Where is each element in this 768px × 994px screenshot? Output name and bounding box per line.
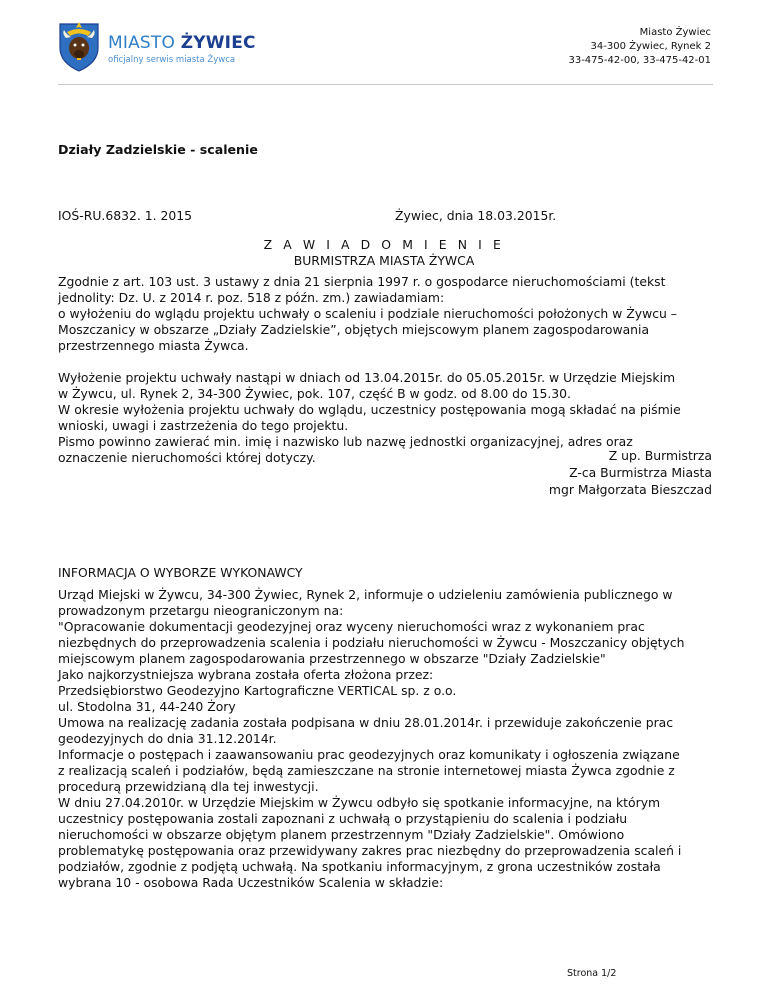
paragraph-legal-basis xyxy=(58,274,718,354)
address-block xyxy=(568,26,711,68)
address-line: 34-300 Żywiec, Rynek 2 xyxy=(590,41,711,52)
paragraph-meeting xyxy=(58,795,718,891)
logo-text-zywiec: ŻYWIEC xyxy=(180,33,256,53)
text-line: miejscowym planem zagospodarowania przestrzennego w obszarze "Działy Zadzielskie" xyxy=(58,651,606,666)
logo-wordmark xyxy=(108,33,256,53)
reference-number: IOŚ-RU.6832. 1. 2015 xyxy=(58,208,193,223)
text-line: wnioski, uwagi i zastrzeżenia do tego projektu. xyxy=(58,418,349,433)
text-line: nieruchomości w obszarze objętym planem przestrzennym "Działy Zadzielskie". Omówiono xyxy=(58,827,625,842)
text-line: uczestnicy postępowania zostali zapoznani z uchwałą o przystąpieniu do scalenia i podziału xyxy=(58,811,628,826)
notice-subheading: BURMISTRZA MIASTA ŻYWCA xyxy=(293,253,475,268)
text-line: oznaczenie nieruchomości której dotyczy. xyxy=(58,450,316,465)
signature-line: Z up. Burmistrza xyxy=(608,448,712,463)
paragraph-contractor xyxy=(58,587,718,795)
document-date: Żywiec, dnia 18.03.2015r. xyxy=(395,208,557,223)
text-line: wybrana 10 - osobowa Rada Uczestników Scalenia w składzie: xyxy=(58,875,444,890)
text-line: W dniu 27.04.2010r. w Urzędzie Miejskim w Żywcu odbyło się spotkanie informacyjne, na którym xyxy=(58,795,661,810)
text-line: Urząd Miejski w Żywcu, 34-300 Żywiec, Rynek 2, informuje o udzieleniu zamówienia publicznego w xyxy=(58,587,673,602)
text-line: Jako najkorzystniejsza wybrana została oferta złożona przez: xyxy=(58,667,434,682)
text-line: prowadzonym przetargu nieograniczonym na: xyxy=(58,603,344,618)
text-line: Informacje o postępach i zaawansowaniu prac geodezyjnych oraz komunikaty i ogłoszenia związane xyxy=(58,747,680,762)
notice-heading: Z A W I A D O M I E N I E xyxy=(263,237,505,252)
signature-block xyxy=(549,447,712,498)
city-crest-icon xyxy=(58,20,100,72)
text-line: problematykę postępowania oraz przewidywany zakres prac niezbędny do przeprowadzenia scaleń i xyxy=(58,843,682,858)
address-line: 33-475-42-00, 33-475-42-01 xyxy=(568,55,711,66)
text-line: "Opracowanie dokumentacji geodezyjnej oraz wyceny nieruchomości wraz z wykonaniem prac xyxy=(58,619,645,634)
text-line: Moszczanicy w obszarze „Działy Zadzielskie”, objętych miejscowym planem zagospodarowania xyxy=(58,322,650,337)
header-divider xyxy=(58,84,713,85)
document-title: Działy Zadzielskie - scalenie xyxy=(58,142,258,157)
text-line: podziałów, zgodnie z podjętą uchwałą. Na spotkaniu informacyjnym, z grona uczestników została xyxy=(58,859,661,874)
signature-line: mgr Małgorzata Bieszczad xyxy=(548,482,712,497)
signature-line: Z-ca Burmistrza Miasta xyxy=(569,465,712,480)
text-line: Wyłożenie projektu uchwały nastąpi w dniach od 13.04.2015r. do 05.05.2015r. w Urzędzie Miejskim xyxy=(58,370,676,385)
site-logo[interactable] xyxy=(58,20,258,76)
text-line: z realizacją scaleń i podziałów, będą zamieszczane na stronie internetowej miasta Żywca zgodnie z xyxy=(58,763,675,778)
text-line: Umowa na realizację zadania została podpisana w dniu 28.01.2014r. i przewiduje zakończenie prac xyxy=(58,715,674,730)
text-line: procedurą przewidzianą dla tej inwestycji. xyxy=(58,779,319,794)
logo-text-miasto: MIASTO xyxy=(108,33,176,53)
text-line: przestrzennego miasta Żywca. xyxy=(58,338,249,353)
contractor-info-heading: INFORMACJA O WYBORZE WYKONAWCY xyxy=(58,565,303,580)
page-number: Strona 1/2 xyxy=(567,968,617,979)
logo-tagline: oficjalny serwis miasta Żywca xyxy=(108,55,236,65)
text-line: w Żywcu, ul. Rynek 2, 34-300 Żywiec, pok. 107, część B w godz. od 8.00 do 15.30. xyxy=(58,386,571,401)
text-line: o wyłożeniu do wglądu projektu uchwały o scaleniu i podziale nieruchomości położonych w Żywcu – xyxy=(58,306,678,321)
text-line: ul. Stodolna 31, 44-240 Żory xyxy=(58,699,236,714)
text-line: Zgodnie z art. 103 ust. 3 ustawy z dnia 21 sierpnia 1997 r. o gospodarce nieruchomościami (tekst xyxy=(58,274,666,289)
text-line: jednolity: Dz. U. z 2014 r. poz. 518 z późn. zm.) zawiadamiam: xyxy=(58,290,445,305)
text-line: niezbędnych do przeprowadzenia scalenia i podziału nieruchomości w Żywcu - Moszczanicy objętych xyxy=(58,635,685,650)
text-line: W okresie wyłożenia projektu uchwały do wglądu, uczestnicy postępowania mogą składać na piśmie xyxy=(58,402,681,417)
text-line: Przedsiębiorstwo Geodezyjno Kartograficzne VERTICAL sp. z o.o. xyxy=(58,683,457,698)
text-line: Pismo powinno zawierać min. imię i nazwisko lub nazwę jednostki organizacyjnej, adres oraz xyxy=(58,434,633,449)
address-line: Miasto Żywiec xyxy=(639,27,711,38)
text-line: geodezyjnych do dnia 31.12.2014r. xyxy=(58,731,277,746)
